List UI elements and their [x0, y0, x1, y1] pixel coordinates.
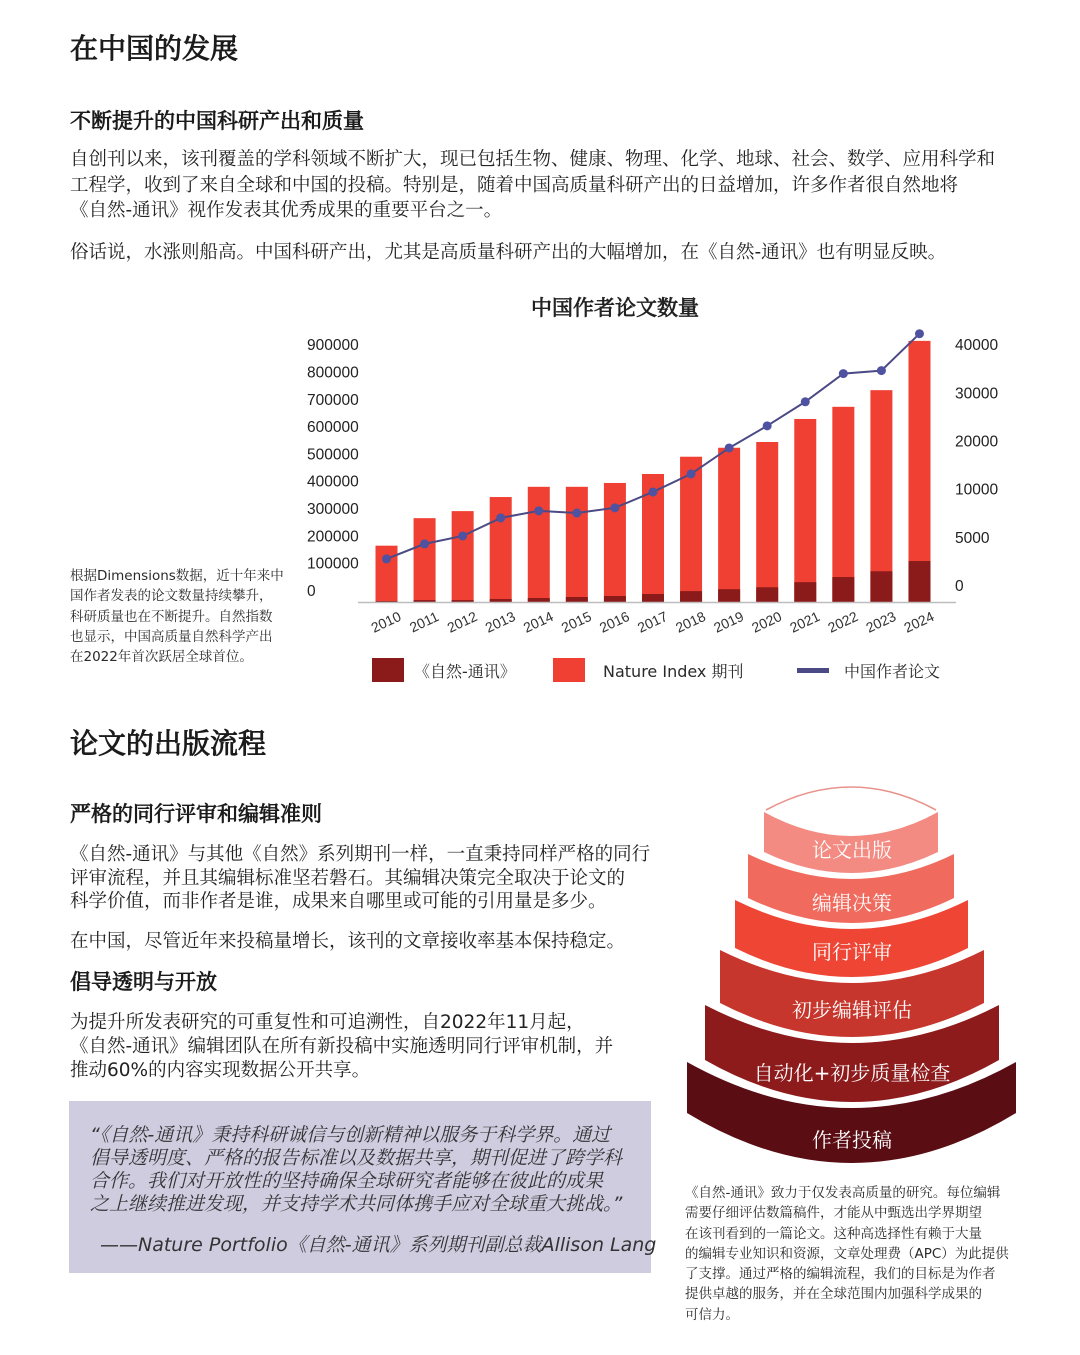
- bar-nature-index: [414, 518, 436, 602]
- tier-label: 初步编辑评估: [792, 998, 912, 1022]
- line-marker: [763, 421, 772, 430]
- legend-swatch-red: [553, 658, 585, 682]
- caption-line: 在2022年首次跃居全球首位。: [70, 649, 253, 666]
- x-axis-tick-label: 2020: [749, 607, 785, 636]
- line-marker: [687, 469, 696, 478]
- paragraph-line: 自创刊以来，该刊覆盖的学科领域不断扩大，现已包括生物、健康、物理、化学、地球、社会、数学、应用科学和: [70, 149, 996, 170]
- left-axis-tick-label: 200000: [307, 528, 359, 546]
- caption-line: 了支撑。通过严格的编辑流程，我们的目标是为作者: [685, 1266, 996, 1283]
- line-marker: [610, 503, 619, 512]
- line-marker: [915, 329, 924, 338]
- tier-label: 作者投稿: [812, 1128, 892, 1152]
- right-axis-tick-label: 5000: [955, 529, 990, 547]
- legend-swatch-line: [797, 668, 829, 673]
- line-marker: [458, 531, 467, 540]
- line-marker: [877, 366, 886, 375]
- pyramid-caption: [685, 1183, 1009, 1325]
- quote-text: [90, 1124, 622, 1216]
- x-axis-tick-label: 2022: [825, 607, 861, 636]
- x-axis-tick-label: 2024: [901, 607, 937, 636]
- left-axis-tick-label: 400000: [307, 473, 359, 491]
- right-axis-tick-label: 40000: [955, 337, 999, 355]
- right-axis-tick-label: 30000: [955, 385, 999, 403]
- x-axis-tick-label: 2010: [368, 607, 404, 636]
- line-marker: [648, 487, 657, 496]
- legend-swatch-dark-red: [372, 658, 404, 682]
- caption-line: 在该刊看到的一篇论文。这种高选择性有赖于大量: [685, 1225, 982, 1242]
- bar-nature-communications: [718, 589, 740, 602]
- bar-nature-communications: [566, 597, 588, 602]
- legend-label: 《自然-通讯》: [414, 661, 516, 681]
- bar-nature-communications: [794, 582, 816, 602]
- bar-nature-communications: [756, 587, 778, 602]
- section-subtitle-research-output: 不断提升的中国科研产出和质量: [70, 109, 364, 133]
- quote-line: 倡导透明度、严格的报告标准以及数据共享，期刊促进了跨学科: [90, 1147, 623, 1169]
- caption-line: 可信力。: [685, 1306, 739, 1323]
- line-marker: [572, 509, 581, 518]
- x-axis-tick-label: 2021: [787, 607, 823, 636]
- x-axis-tick-label: 2011: [406, 608, 442, 636]
- x-axis-tick-label: 2014: [520, 607, 556, 636]
- bar-nature-communications: [642, 594, 664, 602]
- tier-label: 同行评审: [812, 940, 892, 964]
- bar-nature-communications: [452, 600, 474, 602]
- left-axis-tick-label: 600000: [307, 419, 359, 437]
- caption-line: 《自然-通讯》致力于仅发表高质量的研究。每位编辑: [685, 1185, 1001, 1201]
- quote-box: [69, 1101, 657, 1273]
- paragraph-line: 工程学，收到了来自全球和中国的投稿。特别是，随着中国高质量科研产出的日益增加，许多作者很自然地将: [70, 174, 959, 196]
- right-axis-tick-label: 10000: [955, 481, 999, 499]
- bar-nature-communications: [680, 591, 702, 602]
- publication-process-pyramid: [670, 770, 1040, 1180]
- caption-line: 科研质量也在不断提升。自然指数: [70, 608, 273, 625]
- left-axis-tick-label: 900000: [307, 337, 359, 355]
- left-axis-tick-label: 0: [307, 583, 316, 601]
- top-rim-arc: [766, 787, 936, 810]
- quote-line: 合作。我们对开放性的坚持确保全球研究者能够在彼此的成果: [90, 1170, 604, 1192]
- line-marker: [496, 513, 505, 522]
- left-axis-tick-label: 800000: [307, 364, 359, 382]
- paragraph-line: 为提升所发表研究的可重复性和可追溯性，自2022年11月起，: [70, 1012, 585, 1033]
- tier-label: 论文出版: [812, 838, 892, 862]
- bar-nature-index: [528, 487, 550, 602]
- paragraph-line: 评审流程，并且其编辑标准坚若磐石。其编辑决策完全取决于论文的: [70, 867, 626, 889]
- bar-nature-communications: [490, 599, 512, 602]
- right-axis-tick-label: 20000: [955, 433, 999, 451]
- bar-nature-index: [452, 511, 474, 602]
- legend-label: Nature Index 期刊: [603, 661, 744, 681]
- bar-nature-index: [490, 497, 512, 602]
- section-title-development-in-china: 在中国的发展: [70, 32, 239, 65]
- left-axis-tick-label: 700000: [307, 391, 359, 409]
- bar-nature-index: [756, 442, 778, 602]
- bar-nature-index: [566, 487, 588, 602]
- left-axis-tick-label: 100000: [307, 555, 359, 573]
- paragraph-line: 科学价值，而非作者是谁，成果来自哪里或可能的引用量是多少。: [70, 891, 607, 912]
- caption-line: 的编辑专业知识和资源，文章处理费（APC）为此提供: [685, 1245, 1009, 1262]
- line-marker: [420, 539, 429, 548]
- x-axis-tick-label: 2016: [596, 607, 632, 636]
- bar-nature-index: [376, 546, 398, 602]
- legend-item-china-papers: [797, 658, 940, 682]
- bar-nature-index: [832, 407, 854, 602]
- legend-item-nature-communications: [372, 658, 516, 682]
- tier-label: 编辑决策: [812, 891, 892, 915]
- paragraph-line: 《自然-通讯》视作发表其优秀成果的重要平台之一。: [70, 200, 503, 221]
- section-subtitle-peer-review: 严格的同行评审和编辑准则: [70, 802, 322, 826]
- paragraph-line: 《自然-通讯》编辑团队在所有新投稿中实施透明同行评审机制，并: [70, 1036, 614, 1057]
- caption-line: 根据Dimensions数据，近十年来中: [70, 568, 284, 584]
- x-axis-tick-label: 2015: [558, 607, 594, 636]
- section-title-publication-process: 论文的出版流程: [70, 727, 267, 760]
- bar-nature-index: [794, 419, 816, 602]
- quote-line: 之上继续推进发现，并支持学术共同体携手应对全球重大挑战。”: [90, 1193, 623, 1215]
- quote-attribution: ——Nature Portfolio《自然-通讯》系列期刊副总裁Allison Lang: [100, 1234, 657, 1256]
- bar-nature-communications: [528, 598, 550, 602]
- tier-label: 自动化+初步质量检查: [753, 1061, 951, 1085]
- section-subtitle-transparency: 倡导透明与开放: [70, 970, 217, 994]
- bar-nature-communications: [604, 596, 626, 602]
- x-axis-tick-label: 2023: [863, 607, 899, 636]
- line-marker: [725, 443, 734, 452]
- x-axis-tick-label: 2019: [711, 607, 747, 636]
- paragraph-transparency: [70, 1011, 613, 1083]
- paragraph-acceptance-rate: 在中国，尽管近年来投稿量增长，该刊的文章接收率基本保持稳定。: [70, 931, 626, 952]
- caption-line: 需要仔细评估数篇稿件，才能从中甄选出学界期望: [685, 1205, 982, 1222]
- chart-title: 中国作者论文数量: [531, 296, 699, 320]
- legend-label: 中国作者论文: [844, 661, 941, 681]
- x-axis-tick-label: 2018: [673, 607, 709, 636]
- paragraph-line: 俗话说，水涨则船高。中国科研产出，尤其是高质量科研产出的大幅增加，在《自然-通讯》也有明显反映。: [70, 242, 947, 263]
- paragraph-rising-tide: [70, 240, 946, 266]
- bar-nature-communications: [832, 577, 854, 602]
- caption-line: 国作者发表的论文数量持续攀升，: [70, 588, 273, 605]
- line-marker: [801, 397, 810, 406]
- bar-line-chart: [290, 280, 1020, 640]
- bar-nature-index: [718, 448, 740, 602]
- paragraph-peer-review: [70, 843, 650, 914]
- left-axis-tick-label: 500000: [307, 446, 359, 464]
- x-axis-tick-label: 2017: [634, 607, 670, 636]
- paragraph-line: 《自然-通讯》与其他《自然》系列期刊一样，一直秉持同样严格的同行: [70, 844, 651, 865]
- paragraph-journal-scope: [70, 147, 995, 224]
- legend-item-nature-index: [553, 658, 743, 682]
- left-axis-tick-label: 300000: [307, 501, 359, 519]
- quote-line: “《自然-通讯》秉持科研诚信与创新精神以服务于科学界。通过: [90, 1124, 611, 1146]
- bar-nature-communications: [908, 561, 930, 602]
- x-axis-tick-label: 2012: [444, 607, 480, 636]
- bar-nature-communications: [414, 600, 436, 602]
- x-axis-tick-label: 2013: [482, 607, 518, 636]
- bar-nature-index: [870, 390, 892, 602]
- bar-nature-communications: [870, 571, 892, 602]
- line-marker: [382, 554, 391, 563]
- bar-nature-index: [604, 483, 626, 602]
- line-marker: [534, 506, 543, 515]
- chart-side-caption: [70, 566, 284, 667]
- caption-line: 提供卓越的服务，并在全球范围内加强科学成果的: [685, 1286, 982, 1303]
- caption-line: 也显示，中国高质量自然科学产出: [70, 628, 273, 645]
- paragraph-line: 推动60%的内容实现数据公开共享。: [70, 1060, 371, 1081]
- line-marker: [839, 369, 848, 378]
- right-axis-tick-label: 0: [955, 578, 964, 596]
